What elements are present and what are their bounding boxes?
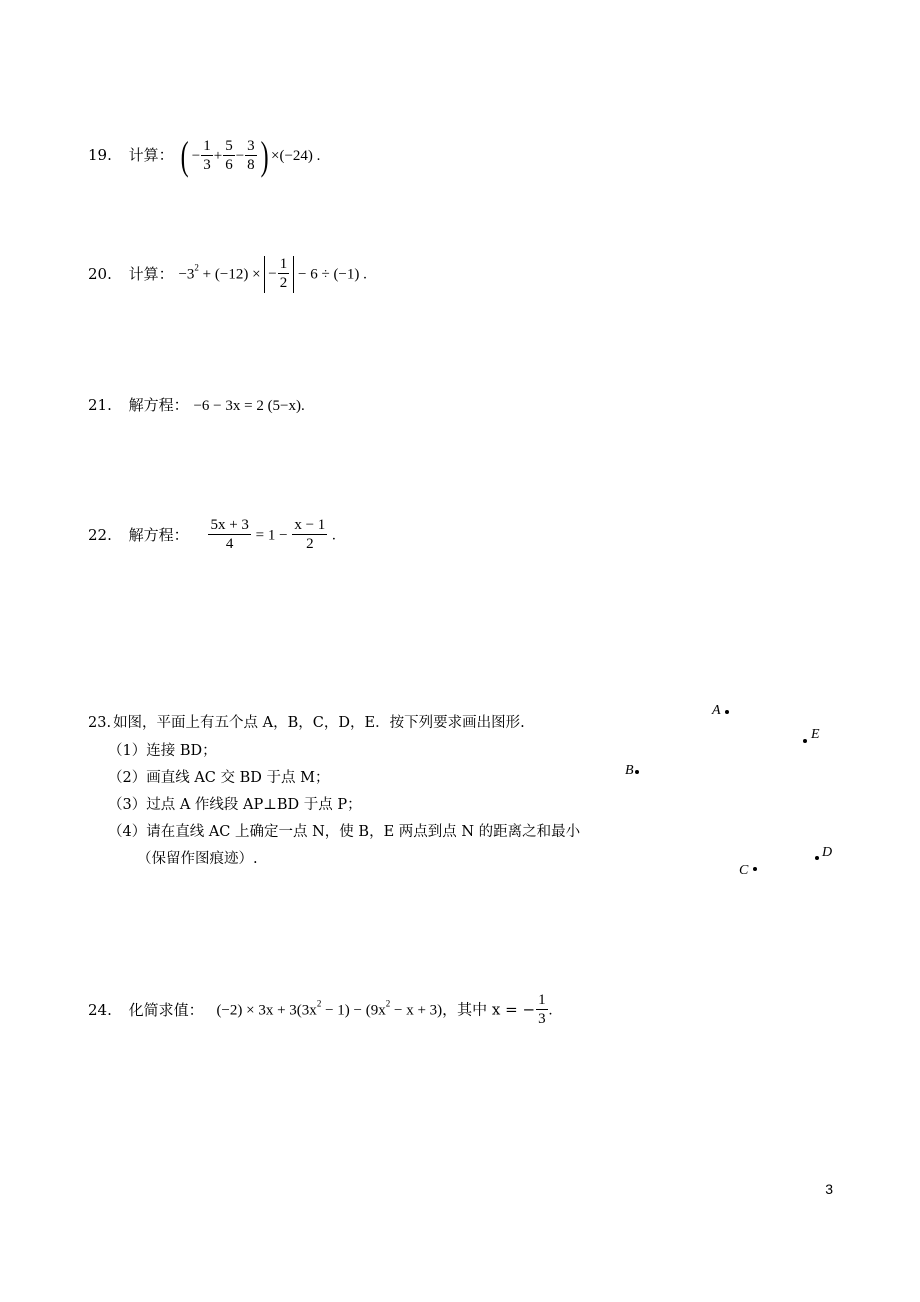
point-a-label: A xyxy=(712,703,721,718)
question-19: 19. 计算： ( − $\frac{1}{3}$ + $\frac{5}{6}$ − $\frac{3}{8}$ ) ×(−24) . xyxy=(88,133,321,178)
page-number: 3 xyxy=(825,1181,833,1197)
fraction: $\frac{1}{3}$ xyxy=(203,137,211,173)
sub-item-5: （保留作图痕迹）. xyxy=(137,851,258,867)
point-c-label: C xyxy=(739,863,749,878)
question-20: 20. 计算： $-3^2 + (-12)$ × − $\frac{1}{2}$ − 6 ÷ (−1) . xyxy=(88,256,367,292)
question-number: 19. xyxy=(88,146,112,164)
point-b xyxy=(635,770,639,774)
question-label: 解方程： xyxy=(128,525,189,544)
sub-item-3: （3）过点 A 作线段 AP⊥BD 于点 P； xyxy=(108,797,362,813)
fraction: $\frac{1}{3}$ xyxy=(538,992,546,1028)
question-21 xyxy=(88,394,305,415)
expression-tail: ×(−24) . xyxy=(271,148,321,164)
question-text: 如图，平面上有五个点 A，B，C，D，E．按下列要求画出图形. xyxy=(113,715,525,731)
question-number: 20. xyxy=(88,264,112,283)
right-paren: ) xyxy=(260,133,269,178)
question-number: 21. xyxy=(88,396,112,414)
point-e xyxy=(803,739,807,743)
point-e-label: E xyxy=(811,727,820,742)
point-a xyxy=(725,710,729,714)
equation: −6 − 3x = 2 (5−x). xyxy=(193,398,305,414)
point-c xyxy=(753,867,757,871)
left-paren: ( xyxy=(181,133,190,178)
question-22: 22. 解方程： $\frac{5x + 3}{4}$ = 1 − $\frac{x - 1}{2}$ . xyxy=(88,517,336,553)
question-label: 计算： xyxy=(128,146,174,164)
question-number: 23. xyxy=(88,715,112,731)
fraction: $\frac{3}{8}$ xyxy=(247,137,255,173)
question-label: 化简求值： xyxy=(128,1000,204,1019)
fraction: $\frac{x - 1}{2}$ xyxy=(294,517,326,553)
absolute-value: − $\frac{1}{2}$ xyxy=(264,256,294,293)
question-24: 24. 化简求值： $(-2) \times 3x + 3(3x^2 - 1) - (9x^2 - x + 3)$，其中 x = − $\frac{1}{3}$ . xyxy=(88,992,553,1028)
point-d-label: D xyxy=(822,845,833,860)
point-d xyxy=(815,856,819,860)
question-number: 24. xyxy=(88,1000,112,1019)
fraction: $\frac{5}{6}$ xyxy=(225,137,233,173)
question-number: 22. xyxy=(88,525,112,544)
sub-item-4: （4）请在直线 AC 上确定一点 N，使 B，E 两点到点 N 的距离之和最小 xyxy=(108,824,581,840)
question-label: 计算： xyxy=(128,264,174,283)
sub-item-2: （2）画直线 AC 交 BD 于点 M； xyxy=(108,770,330,786)
sub-item-1: （1）连接 BD； xyxy=(108,743,217,759)
fraction: $\frac{5x + 3}{4}$ xyxy=(210,517,249,553)
question-label: 解方程： xyxy=(128,396,189,414)
point-b-label: B xyxy=(625,763,634,778)
